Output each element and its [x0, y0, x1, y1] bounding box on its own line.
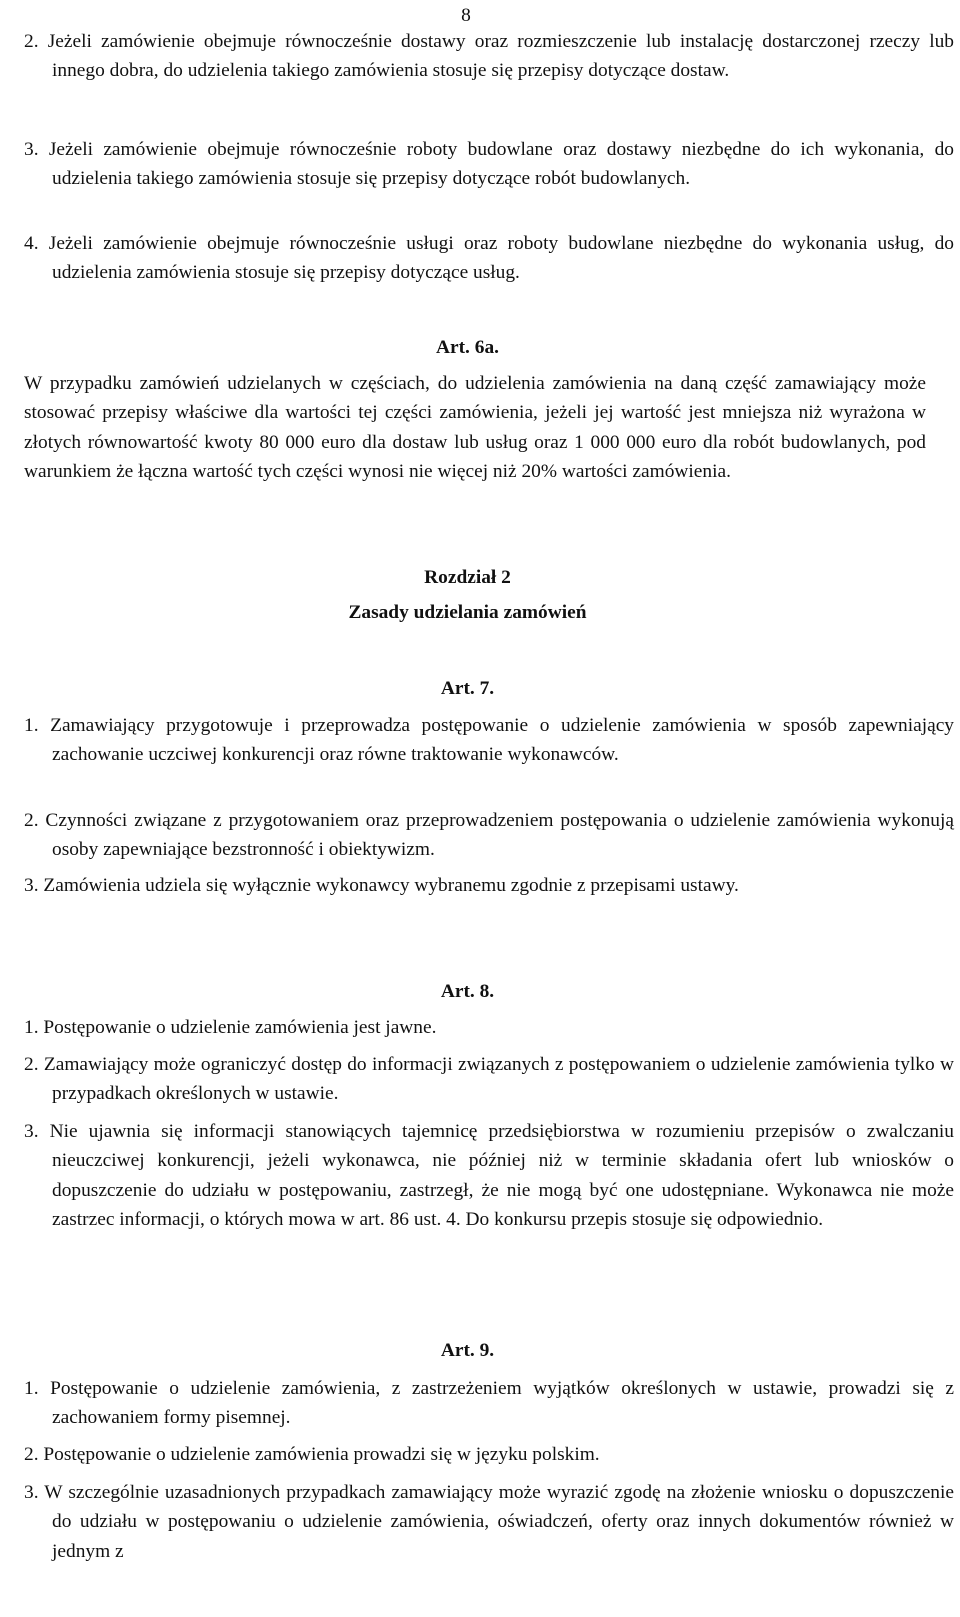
art6-paragraph-3: 3. Jeżeli zamówienie obejmuje równocześnie roboty budowlane oraz dostawy niezbędne do ich wykonania, do udzielenia takiego zamówienia stosuje się przepisy dotyczące robót budowlanych. — [24, 139, 954, 190]
art7-paragraph-1: 1. Zamawiający przygotowuje i przeprowadza postępowanie o udzielenie zamówienia w sposób zapewniający zachowanie uczciwej konkurencji oraz równe traktowanie wykonawców. — [24, 715, 954, 766]
chapter-title: Zasady udzielania zamówień — [348, 602, 587, 623]
art9-paragraph-1: 1. Postępowanie o udzielenie zamówienia, z zastrzeżeniem wyjątków określonych w ustawie, prowadzi się z zachowaniem formy pisemnej. — [24, 1378, 954, 1429]
art6-paragraph-2: 2. Jeżeli zamówienie obejmuje równocześnie dostawy oraz rozmieszczenie lub instalację dostarczonej rzeczy lub innego dobra, do udzielenia takiego zamówienia stosuje się przepisy dotyczące dostaw. — [24, 31, 954, 82]
art6-paragraph-4: 4. Jeżeli zamówienie obejmuje równocześnie usługi oraz roboty budowlane niezbędne do wykonania usług, do udzielenia zamówienia stosuje się przepisy dotyczące usług. — [24, 233, 954, 284]
article-heading-7: Art. 7. — [440, 678, 495, 699]
article-heading-9: Art. 9. — [440, 1340, 495, 1361]
art7-paragraph-3: 3. Zamówienia udziela się wyłącznie wykonawcy wybranemu zgodnie z przepisami ustawy. — [24, 875, 739, 896]
art8-paragraph-1: 1. Postępowanie o udzielenie zamówienia jest jawne. — [24, 1017, 437, 1038]
chapter-number: Rozdział 2 — [424, 567, 511, 588]
art8-paragraph-3: 3. Nie ujawnia się informacji stanowiących tajemnicę przedsiębiorstwa w rozumieniu przepisów o zwalczaniu nieuczciwej konkurencji, jeżeli wykonawca, nie później niż w terminie składania ofert lub wniosków o dopuszczenie do udziału w postępowaniu, zastrzegł, że nie mogą być one udostępniane. Wykonawca nie może zastrzec informacji, o których mowa w art. 86 ust. 4. Do konkursu przepis stosuje się odpowiednio. — [24, 1121, 954, 1231]
art9-paragraph-2: 2. Postępowanie o udzielenie zamówienia prowadzi się w języku polskim. — [24, 1444, 600, 1465]
page-number: 8 — [461, 5, 471, 26]
art8-paragraph-2: 2. Zamawiający może ograniczyć dostęp do informacji związanych z postępowaniem o udzielenie zamówienia tylko w przypadkach określonych w ustawie. — [24, 1054, 954, 1105]
art9-paragraph-3: 3. W szczególnie uzasadnionych przypadkach zamawiający może wyrazić zgodę na złożenie wniosku o dopuszczenie do udziału w postępowaniu o udzielenie zamówienia, oświadczeń, oferty oraz innych dokumentów również w jednym z — [24, 1482, 954, 1562]
article-heading-6a: Art. 6a. — [435, 337, 499, 358]
art7-paragraph-2: 2. Czynności związane z przygotowaniem oraz przeprowadzeniem postępowania o udzielenie zamówienia wykonują osoby zapewniające bezstronność i obiektywizm. — [24, 810, 954, 861]
art6a-text: W przypadku zamówień udzielanych w częściach, do udzielenia zamówienia na daną część zamawiający może stosować przepisy właściwe dla wartości tej części zamówienia, jeżeli jej wartość jest mniejsza niż wyrażona w złotych równowartość kwoty 80 000 euro dla dostaw lub usług oraz 1 000 000 euro dla robót budowlanych, pod warunkiem że łączna wartość tych części wynosi nie więcej niż 20% wartości zamówienia. — [24, 373, 926, 483]
article-heading-8: Art. 8. — [440, 981, 495, 1002]
